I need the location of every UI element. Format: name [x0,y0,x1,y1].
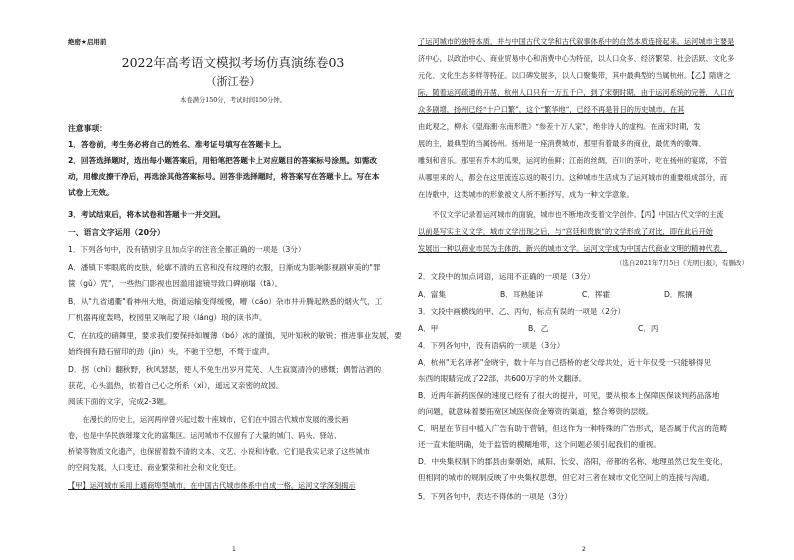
q3-option-b: B．乙 [528,324,549,333]
passage-line: 展的主，最典型的当属扬州。扬州是一座消费城市，那里有着最多的商业，最优秀的歌舞、 [418,139,706,148]
option-1b: B．从"九省通衢"看神州大地，街道运输变得缓慢，嘈（cáo）杂市井升腾起熟悉的烟火气，工 [68,297,383,306]
reading-instruction: 阅读下面的文字，完成2-3题。 [68,397,172,406]
passage-line: 从哪里来的人，都会在这里流连忘返的吸引力。这种城市生活成为了运河城市的重要组成部分，而 [418,173,728,182]
passage-line: 在漫长的历史上，运河两岸曾兴起过数十座城市，它们在中国古代城市发展的漫长画 [68,415,349,424]
passage-line: 由此观之，柳永《望海潮·东南形胜》“参差十万人家”，绝非诗人的虚构。在南宋时期，发 [418,122,701,131]
option-1c: C．在抗疫的硝舞里，要求我们要保持如履薄（bó）冰的谨慎，见叶知秋的敏锐；推进事业发展，要 [68,331,402,340]
q4-option-c-cont: 还一直未能明确，处于监管的模糊地带，这个问题必须引起我们的重视。 [418,440,661,449]
page-number-left: 1 [232,546,236,553]
passage-line-jia: 【甲】运河城市采用上通商埠型城市，在中国古代城市体系中自成一格。运河文学深刻揭示 [68,481,356,490]
passage-line-yi: 众多剧增，扬州已经“十户口繁”，这个“繁华地”，已经不再是昔日的历史城市。在其 [418,105,685,114]
q2-option-d: D．熙攘 [664,290,693,299]
question-5: 5．下列各句中，表达不得体的一项是（3分） [418,492,572,501]
q3-option-c: C．丙 [638,324,659,333]
question-4: 4．下列各句中，没有语病的一项是（3分） [418,341,565,350]
q4-option-c: C．明星在节目中植入广告有助于营销，但这作为一种特殊的广告形式，是否属于代言的范畴 [418,424,728,433]
question-1: 1．下列各句中，没有错别字且加点字的注音全都正确的一项是（3分） [68,245,306,254]
notice-heading: 注意事项： [68,124,107,133]
passage-line: 在诗歌中，这类城市的形象被文人所不断抒写，成为一种文学意象。 [418,190,634,199]
option-1b-cont: 厂机器再度轰鸣，校园里又响起了琅（láng）琅的读书声。 [68,313,267,322]
question-2: 2．文段中的加点词语，运用不正确的一项是（3分） [418,272,595,281]
passage-line: 雕刻和音乐。那里有乔木的瓜果，运河的鱼鲜；江南的丝绸，百川的茶叶、吃在扬州的宴席，不管 [418,156,728,165]
option-1c-cont: 始终拥有踏石留印的劲（jìn）头，不驰于空想，不骛于虚声。 [68,347,275,356]
q4-option-d: D．中央集权制下的郡县由秦朝始，咸阳、长安、洛阳，帝都的名称、地理虽然已发生变化， [418,457,728,466]
section-heading: 一、语言文字运用（20分） [68,228,165,237]
passage-line: 济中心，以政治中心、商业贸易中心和消费中心为特征，以人口众多、经济繁荣、社会活跃、文化多 [418,54,735,63]
exam-title: 2022年高考语文模拟考场仿真演练卷03 [121,55,345,70]
passage-line: 不仅文学记录着运河城市的面貌，城市也不断地改变着文学创作。【丙】中国古代文学的主流 [418,210,724,219]
secret-label: 绝密★启用前 [68,38,107,46]
q2-option-c: C．挥霍 [582,290,611,299]
notice-line: 3．考试结束后，将本试卷和答题卡一并交回。 [68,210,226,219]
page-number-right: 2 [582,546,586,553]
option-1d-cont: 获花，心头温热，依着自己心之所系（xì），遥远又亲密的故园。 [68,381,284,390]
q2-option-a: A．富集 [418,290,446,299]
passage-line: 的空间发展、人口变迁、商业繁荣和社会和文化变迁。 [68,463,241,472]
passage-line-yi: 际，随着运河疏通的开凿，杭州人口只有一万五千户，到了宋朝时期，由于运河系统的完善，人口在 [418,88,735,97]
q4-option-b: B．近两年新药医保的速度已经有了很大的提升，可见，要从根本上保障医保谈判药品落地 [418,391,720,400]
option-1a-cont: 箧（gǔ）咒"，一些热门影视也因滥用滤镜导致口碑崩塌（tā）。 [68,279,283,288]
notice-line: 1．答卷前，考生务必将自己的姓名、准考证号填写在答题卡上。 [68,140,286,149]
passage-line-bing: 发展出一种以商业市民为主体的，新兴的城市文学。运河文学成为中国古代商业文明的精神代表。 [418,244,728,253]
q4-option-a-cont: 东西的眼睛完成了22部、共600万字的外文翻译。 [418,374,587,383]
q3-option-a: A．甲 [418,324,439,333]
notice-line: 动，用橡皮擦干净后，再选涂其他答案标号。回答非选择题时，将答案写在答题卡上。写在本 [68,172,380,181]
option-1a: A．潘镇下零眼底的皮肤，轮廓不清的五官和没有纹理的衣服，日渐成为影响影视剧审美的"罪 [68,263,381,272]
passage-line: 元化、文化生态多样等特征。以口碑发展多，以人口聚集带，其中最典型的当属杭州。【乙】隋唐之 [418,71,731,80]
q2-option-b: B．耳熟能详 [500,290,544,299]
passage-line-bing: 以前是写实主义文学，城市文学出现之后，与“宫廷和贵族”的文学形成了对比，即在此后开始 [418,227,713,236]
question-3: 3．文段中画横线的甲、乙、丙句，标点有误的一项是（2分） [418,307,626,316]
option-1d: D．拐（chì）翻秋野，秋风瑟瑟，使人不免生出岁月荒芜、人生寂寞清冷的感慨；偶暂沽酒的 [68,365,382,374]
notice-line: 2．回答选择题时，选出每小题答案后，用铅笔把答题卡上对应题目的答案标号涂黑。如需改 [68,156,378,165]
notice-line: 试卷上无效。 [68,188,114,197]
passage-line: 卷，也是中华民族璀璨文化的富集区。运河城市不仅留有了大量的城门、码头、驿站、 [68,431,342,440]
q4-option-a: A．杭州"无名译者"金晓宇，数十年与自己搭桥的老父母共处，近十年仅受一只能够得见 [418,358,712,367]
q4-option-d-cont: 但相同的城市的规制反映了中央集权思想，但它对三者在城市文化空间上的连接与沟通。 [418,473,715,482]
exam-subtitle: （浙江卷） [205,75,261,88]
source-citation: （选自2021年7月5日《光明日报》，有删改） [615,259,748,267]
q4-option-b-cont: 的问题，就意味着要拓宽区域医保资金筹资的渠道，整合筹资的层级。 [418,407,654,416]
passage-line: 了运河城市的独特本质，并与中国古代文学和古代叙事体系中的自然本质连接起来。运河城市主要是 [418,37,735,46]
exam-note: 本卷满分150分，考试时间150分钟。 [180,97,286,104]
passage-line: 桥梁等物质文化遗产，也保留着数不清的文本、文艺、小说和诗歌。它们是我实记录了这些城市 [68,447,370,456]
